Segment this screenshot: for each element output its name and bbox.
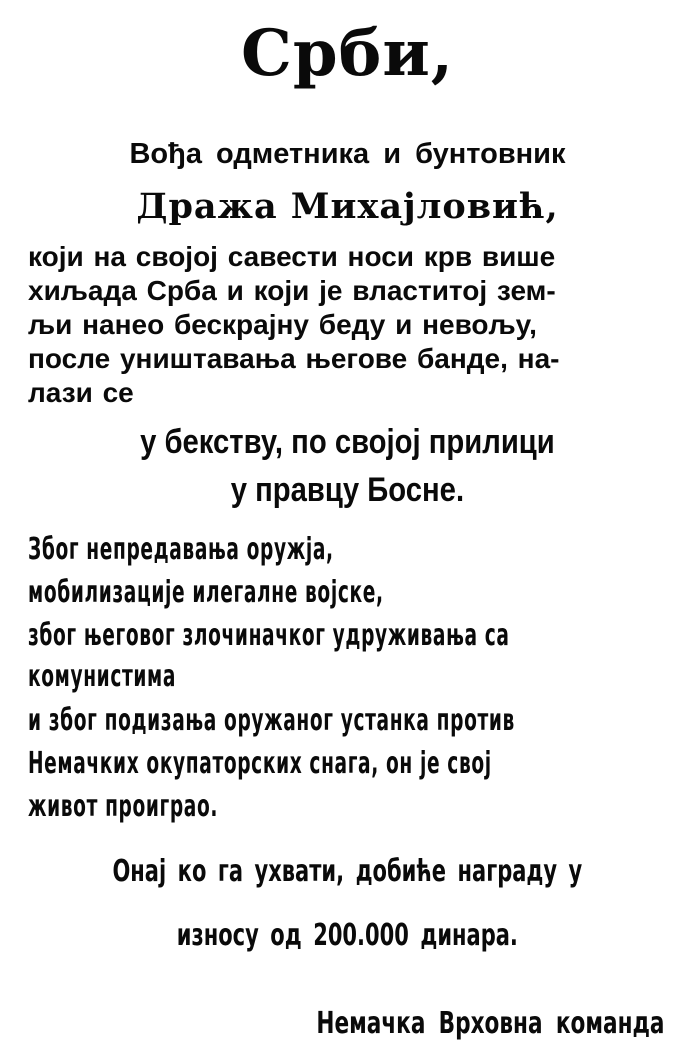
body-line: после уништавања његове банде, на- xyxy=(28,343,560,374)
body-line: који на својој савести носи крв више xyxy=(28,241,556,272)
body-line: љи нанео бескрајну беду и невољу, xyxy=(28,309,537,340)
poster-subtitle: Вођа одметника и бунтовник xyxy=(129,138,566,170)
highlight-line: у правцу Босне. xyxy=(230,471,465,509)
reason-line: мобилизације илегалне војске, xyxy=(28,575,384,610)
body-line: лази се xyxy=(28,377,134,408)
signature: Немачка Врховна команда xyxy=(316,1006,665,1041)
highlight-line: у бекству, по својој прилици xyxy=(140,423,555,461)
reason-line: Због непредавања оружја, xyxy=(28,532,334,567)
body-line: хиљада Срба и који је властитој зем- xyxy=(28,275,556,306)
reward-line: Онај ко га ухвати, добиће награду у xyxy=(112,854,583,889)
reason-line: живот проиграо. xyxy=(28,789,219,824)
reward-line: износу од 200.000 динара. xyxy=(176,918,518,953)
reason-line: због његовог злочиначког удруживања са xyxy=(28,618,510,653)
reason-line: Немачких окупаторских снага, он је свој xyxy=(28,746,492,781)
reason-line: и због подизања оружаног устанка против xyxy=(28,703,515,738)
reason-line: комунистима xyxy=(28,659,177,694)
wanted-name: Дража Михајловић, xyxy=(136,186,559,227)
poster-title: Срби, xyxy=(240,16,455,91)
